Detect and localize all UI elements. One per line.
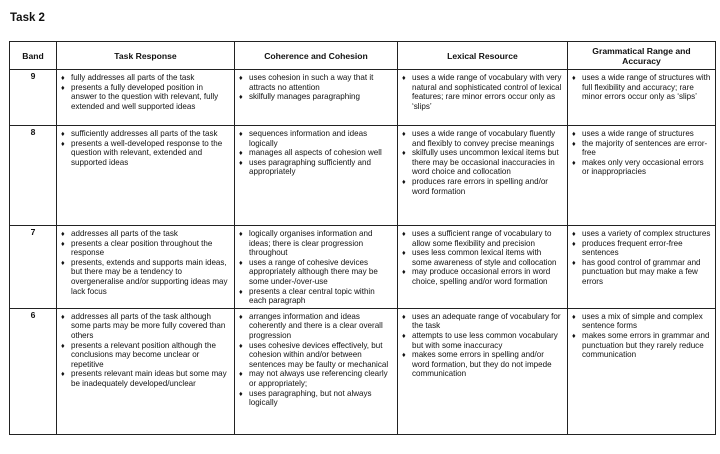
table-row [10, 226, 716, 309]
grammatical-range-cell [568, 226, 716, 309]
list-item: ♦ uses a range of cohesive devices appropriately although there may be some under-/over-use [239, 258, 393, 287]
coherence-cohesion-cell [235, 226, 398, 309]
descriptor-list [572, 312, 711, 360]
table-row [10, 308, 716, 434]
descriptor-list [572, 229, 711, 287]
task-response-cell [57, 226, 235, 309]
lexical-resource-cell [398, 70, 568, 126]
list-item: ♦ has good control of grammar and punctuation but may make a few errors [572, 258, 711, 287]
grammatical-range-cell [568, 70, 716, 126]
table-row [10, 70, 716, 126]
list-item: ♦ uses cohesive devices effectively, but cohesion within and/or between sentences may be faulty or mechanical [239, 341, 393, 370]
list-item: ♦ produces frequent error-free sentences [572, 239, 711, 258]
list-item: ♦ presents a relevant position although the conclusions may become unclear or repetitive [61, 341, 230, 370]
list-item: ♦ presents a well-developed response to the question with relevant, extended and supported ideas [61, 139, 230, 168]
list-item: ♦ presents relevant main ideas but some may be inadequately developed/unclear [61, 369, 230, 388]
list-item: ♦ addresses all parts of the task [61, 229, 230, 239]
band-descriptors-table [9, 41, 716, 435]
descriptor-list [239, 229, 393, 306]
descriptor-list [61, 73, 230, 111]
list-item: ♦ uses paragraphing sufficiently and appropriately [239, 158, 393, 177]
list-item: ♦ the majority of sentences are error-free [572, 139, 711, 158]
header-band: Band [10, 42, 57, 70]
descriptor-list [402, 129, 563, 196]
table-body [10, 70, 716, 435]
list-item: ♦ manages all aspects of cohesion well [239, 148, 393, 158]
list-item: ♦ sequences information and ideas logically [239, 129, 393, 148]
table-row [10, 126, 716, 226]
list-item: ♦ fully addresses all parts of the task [61, 73, 230, 83]
list-item: ♦ presents a clear central topic within each paragraph [239, 287, 393, 306]
descriptor-list [61, 129, 230, 167]
list-item: ♦ uses a wide range of structures with full flexibility and accuracy; rare minor errors occur only as ‘slips’ [572, 73, 711, 102]
coherence-cohesion-cell [235, 126, 398, 226]
list-item: ♦ uses a sufficient range of vocabulary to allow some flexibility and precision [402, 229, 563, 248]
list-item: ♦ uses a wide range of vocabulary with very natural and sophisticated control of lexical features; rare minor errors occur only as ‘slips’ [402, 73, 563, 111]
band-score: 9 [10, 70, 57, 126]
task-response-cell [57, 308, 235, 434]
list-item: ♦ skilfully uses uncommon lexical items but there may be occasional inaccuracies in word choice and collocation [402, 148, 563, 177]
list-item: ♦ makes some errors in grammar and punctuation but they rarely reduce communication [572, 331, 711, 360]
band-score: 8 [10, 126, 57, 226]
descriptor-list [239, 312, 393, 408]
list-item: ♦ uses a mix of simple and complex sentence forms [572, 312, 711, 331]
list-item: ♦ uses a variety of complex structures [572, 229, 711, 239]
task-response-cell [57, 126, 235, 226]
header-task-response: Task Response [57, 42, 235, 70]
lexical-resource-cell [398, 126, 568, 226]
descriptor-list [239, 73, 393, 102]
descriptor-list [572, 129, 711, 177]
band-score: 7 [10, 226, 57, 309]
list-item: ♦ uses a wide range of structures [572, 129, 711, 139]
grammatical-range-cell [568, 308, 716, 434]
list-item: ♦ uses paragraphing, but not always logically [239, 389, 393, 408]
lexical-resource-cell [398, 308, 568, 434]
list-item: ♦ uses less common lexical items with some awareness of style and collocation [402, 248, 563, 267]
list-item: ♦ arranges information and ideas coherently and there is a clear overall progression [239, 312, 393, 341]
list-item: ♦ presents a fully developed position in answer to the question with relevant, fully extended and well supported ideas [61, 83, 230, 112]
list-item: ♦ produces rare errors in spelling and/or word formation [402, 177, 563, 196]
list-item: ♦ sufficiently addresses all parts of the task [61, 129, 230, 139]
coherence-cohesion-cell [235, 70, 398, 126]
list-item: ♦ attempts to use less common vocabulary but with some inaccuracy [402, 331, 563, 350]
list-item: ♦ skilfully manages paragraphing [239, 92, 393, 102]
list-item: ♦ uses cohesion in such a way that it attracts no attention [239, 73, 393, 92]
descriptor-list [402, 312, 563, 379]
coherence-cohesion-cell [235, 308, 398, 434]
list-item: ♦ logically organises information and ideas; there is clear progression throughout [239, 229, 393, 258]
list-item: ♦ may not always use referencing clearly or appropriately; [239, 369, 393, 388]
descriptor-list [61, 229, 230, 296]
header-coherence-cohesion: Coherence and Cohesion [235, 42, 398, 70]
list-item: ♦ uses an adequate range of vocabulary for the task [402, 312, 563, 331]
descriptor-list [572, 73, 711, 102]
list-item: ♦ addresses all parts of the task although some parts may be more fully covered than others [61, 312, 230, 341]
list-item: ♦ uses a wide range of vocabulary fluently and flexibly to convey precise meanings [402, 129, 563, 148]
descriptor-list [402, 73, 563, 111]
list-item: ♦ presents, extends and supports main ideas, but there may be a tendency to overgeneralise and/or supporting ideas may lack focus [61, 258, 230, 296]
band-score: 6 [10, 308, 57, 434]
list-item: ♦ makes some errors in spelling and/or word formation, but they do not impede communication [402, 350, 563, 379]
header-row [10, 42, 716, 70]
header-lexical-resource: Lexical Resource [398, 42, 568, 70]
task-response-cell [57, 70, 235, 126]
list-item: ♦ may produce occasional errors in word choice, spelling and/or word formation [402, 267, 563, 286]
lexical-resource-cell [398, 226, 568, 309]
grammatical-range-cell [568, 126, 716, 226]
descriptor-list [402, 229, 563, 287]
page-title: Task 2 [10, 12, 45, 24]
descriptor-list [61, 312, 230, 389]
header-grammatical-range: Grammatical Range and Accuracy [568, 42, 716, 70]
list-item: ♦ presents a clear position throughout the response [61, 239, 230, 258]
list-item: ♦ makes only very occasional errors or inappropriacies [572, 158, 711, 177]
descriptor-list [239, 129, 393, 177]
